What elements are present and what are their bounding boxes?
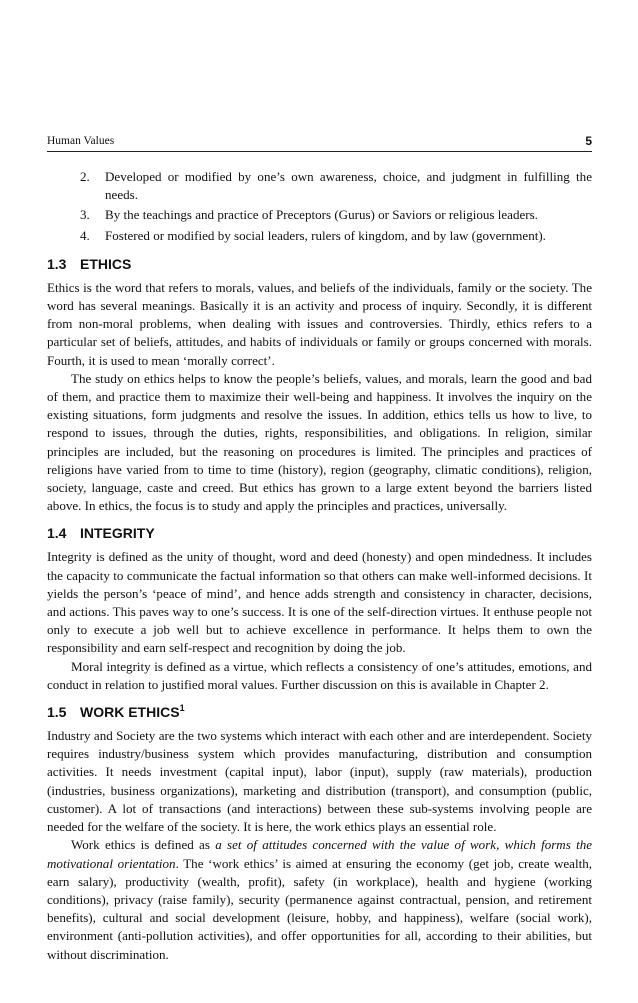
- section-number: 1.4: [47, 525, 67, 542]
- section-number: 1.5: [47, 704, 67, 721]
- list-item-text: Developed or modified by one’s own awareness, choice, and judgment in fulfilling the needs.: [105, 169, 592, 203]
- list-item: [47, 227, 592, 245]
- ethics-paragraph-2: The study on ethics helps to know the people’s beliefs, values, and morals, learn the good and bad of them, and practice them to maximize their well-being and happiness. It involves the inquiry on the existing situations, form judgments and resolve the issues. In addition, ethics tells us how to live, to respond to issues, through the duties, rights, responsibilities, and obligations. In religion, similar principles are included, but the reasoning on procedures is limited. The principles and practices of religions have varied from to time to time (history), region (geography, climatic conditions), religion, society, language, caste and creed. But ethics has grown to a large extent beyond the barriers listed above. In ethics, the focus is to study and apply the principles and practices, universally.: [47, 370, 592, 514]
- list-marker: 2.: [80, 169, 90, 184]
- ethics-paragraph-1: Ethics is the word that refers to morals, values, and beliefs of the individuals, family or the society. The word has several meanings. Basically it is an activity and process of inquiry. Secondly, it is different from non-moral problems, when dealing with issues and controversies. Thirdly, ethics refers to a particular set of beliefs, attitudes, and habits of individuals or family or groups concerned with morals. Fourth, it is used to mean ‘morally correct’.: [47, 279, 592, 368]
- work-ethics-paragraph-1: Industry and Society are the two systems which interact with each other and are interdependent. Society requires industry/business system which provides manufacturing, distribution and consumption activities. It needs investment (capital input), labor (input), supply (raw materials), production (industries, business organizations), marketing and distribution (transport), and consumption (public, customer). A lot of transactions (and interactions) between these sub-systems involving people are needed for the welfare of the society. It is here, the work ethics plays an essential role.: [47, 728, 592, 835]
- section-heading-ethics: [47, 255, 592, 273]
- section-title: INTEGRITY: [80, 525, 155, 542]
- page-body: [47, 168, 592, 964]
- running-header: [47, 133, 592, 152]
- integrity-paragraph-1: Integrity is defined as the unity of thought, word and deed (honesty) and open mindedness. It includes the capacity to communicate the factual information so that others can make well-informed decisions. It yields the person’s ‘peace of mind’, and hence adds strength and consistency in character, decisions, and actions. This paves way to one’s success. It is one of the self-direction virtues. It enthuse people not only to execute a job well but to achieve excellence in performance. It helps them to own the responsibility and earn self-respect and recognition by doing the job.: [47, 549, 592, 656]
- section-heading-integrity: [47, 524, 592, 542]
- paragraph-text: . The ‘work ethics’ is aimed at ensuring the economy (get job, create wealth, earn salary), productivity (wealth, profit), safety (in workplace), health and hygiene (working conditions), privacy (raise family), security (permanence against contractual, pension, and retirement benefits), cultural and social development (leisure, hobby, and happiness), welfare (social work), environment (anti-pollution activities), and offer opportunities for all, according to their abilities, but without discrimination.: [47, 855, 592, 962]
- integrity-paragraph-2: Moral integrity is defined as a virtue, which reflects a consistency of one’s attitudes, emotions, and conduct in relation to justified moral values. Further discussion on this is available in Chapter 2.: [47, 658, 592, 692]
- list-marker: 4.: [80, 227, 90, 243]
- page-number: 5: [585, 134, 592, 148]
- paragraph-text: Work ethics is defined as: [71, 837, 216, 853]
- list-item: [47, 168, 592, 204]
- list-item: [47, 206, 592, 224]
- emphasized-definition: a set of attitudes concerned with the value of work, which forms the motivational orientation: [47, 837, 593, 871]
- list-item-text: Fostered or modified by social leaders, rulers of kingdom, and by law (government).: [105, 227, 546, 243]
- section-heading-work-ethics: [47, 703, 592, 721]
- footnote-marker[interactable]: 1: [179, 703, 185, 714]
- list-marker: 3.: [80, 207, 90, 223]
- section-title: WORK ETHICS: [80, 704, 180, 721]
- work-ethics-paragraph-2: [47, 836, 592, 963]
- section-title: ETHICS: [80, 255, 132, 272]
- list-item-text: By the teachings and practice of Preceptors (Gurus) or Saviors or religious leaders.: [105, 207, 538, 223]
- numbered-list: [47, 168, 592, 245]
- running-title: Human Values: [47, 135, 115, 147]
- section-number: 1.3: [47, 255, 67, 272]
